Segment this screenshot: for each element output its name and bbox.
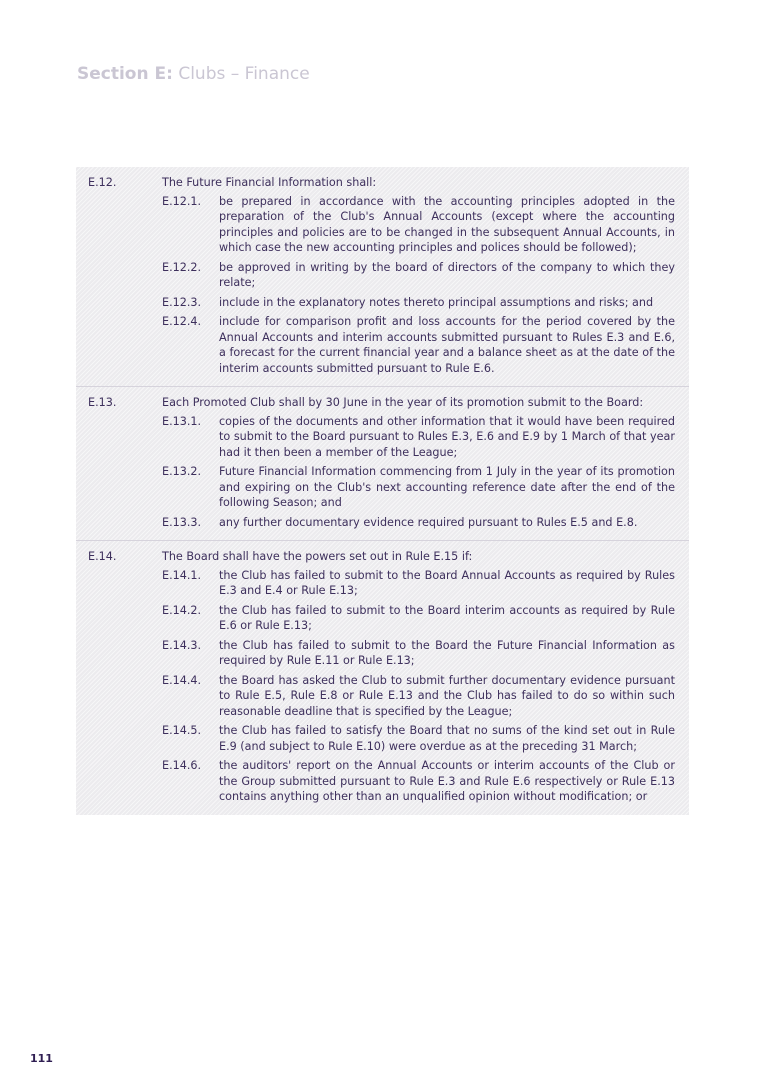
sub-rule-number: E.14.5. (162, 724, 202, 737)
sub-rule-text: be approved in writing by the board of directors of the company to which they relate; (219, 260, 675, 289)
sub-rule (162, 758, 675, 805)
rule-text: The Board shall have the powers set out in Rule E.15 if: (162, 550, 473, 563)
sub-rule (162, 568, 675, 599)
sub-rule-list (162, 568, 675, 805)
sub-rule-text: the auditors' report on the Annual Accounts or interim accounts of the Club or the Group submitted pursuant to Rule E.3 and Rule E.6 respectively or Rule E.13 contains anything other than an unqualified opinion without modification; or (219, 759, 675, 803)
sub-rule-text: include for comparison profit and loss accounts for the period covered by the Annual Accounts and interim accounts submitted pursuant to Rules E.3 and E.6, a forecast for the current financial year and a balance sheet as at the date of the interim accounts submitted pursuant to Rule E.6. (219, 315, 675, 375)
sub-rule-text: Future Financial Information commencing from 1 July in the year of its promotion and expiring on the Club's next accounting reference date after the end of the following Season; and (219, 465, 675, 509)
sub-rule (162, 464, 675, 511)
section-header (77, 64, 310, 84)
sub-rule-text: any further documentary evidence required pursuant to Rules E.5 and E.8. (219, 515, 638, 529)
sub-rule-number: E.12.1. (162, 194, 202, 208)
rule-heading (88, 549, 675, 565)
rule-number: E.12. (88, 176, 117, 189)
rule-block (76, 387, 689, 541)
sub-rule-text: the Club has failed to submit to the Board Annual Accounts as required by Rules E.3 and E.4 or Rule E.13; (219, 568, 675, 597)
sub-rule-text: include in the explanatory notes thereto principal assumptions and risks; and (219, 295, 654, 309)
sub-rule-text: the Club has failed to submit to the Board interim accounts as required by Rule E.6 or Rule E.13; (219, 603, 675, 632)
sub-rule-number: E.14.4. (162, 673, 202, 687)
sub-rule (162, 260, 675, 291)
sub-rule-number: E.12.4. (162, 315, 202, 328)
sub-rule (162, 314, 675, 376)
page-number: 111 (30, 1052, 53, 1065)
sub-rule-text: the Board has asked the Club to submit further documentary evidence pursuant to Rule E.5, Rule E.8 or Rule E.13 and the Club has failed to do so within such reasonable deadline that is specified by the League; (219, 673, 675, 718)
sub-rule-number: E.14.6. (162, 759, 202, 772)
sub-rule-text: be prepared in accordance with the accounting principles adopted in the preparation of the Club's Annual Accounts (except where the accounting principles and policies are to be changed in the subsequent Annual Accounts, in which case the new accounting principles and polices should be followed); (219, 194, 675, 254)
rule-heading (88, 175, 675, 191)
sub-rule (162, 673, 675, 720)
sub-rule (162, 638, 675, 669)
rule-text: The Future Financial Information shall: (162, 176, 377, 189)
rule-block (76, 541, 689, 815)
sub-rule-list (162, 414, 675, 531)
rules-table (76, 167, 689, 815)
sub-rule (162, 295, 675, 311)
sub-rule-text: copies of the documents and other information that it would have been required to submit to the Board pursuant to Rules E.3, E.6 and E.9 by 1 March of that year had it then been a member of the League; (219, 414, 675, 459)
rule-block (76, 167, 689, 387)
sub-rule (162, 515, 675, 531)
section-label: Section E: (77, 64, 173, 84)
sub-rule-text: the Club has failed to satisfy the Board that no sums of the kind set out in Rule E.9 (and subject to Rule E.10) were overdue as at the preceding 31 March; (219, 724, 675, 753)
sub-rule-number: E.13.2. (162, 465, 202, 478)
sub-rule-number: E.13.1. (162, 414, 202, 428)
sub-rule-number: E.12.2. (162, 260, 202, 274)
sub-rule (162, 414, 675, 461)
sub-rule-number: E.13.3. (162, 515, 202, 529)
rule-number: E.13. (88, 396, 117, 409)
rule-number: E.14. (88, 550, 117, 563)
sub-rule-number: E.14.1. (162, 568, 202, 582)
sub-rule (162, 723, 675, 754)
rule-text: Each Promoted Club shall by 30 June in the year of its promotion submit to the Board: (162, 396, 644, 409)
rule-heading (88, 395, 675, 411)
sub-rule (162, 194, 675, 256)
sub-rule-number: E.14.3. (162, 638, 202, 652)
sub-rule-number: E.12.3. (162, 295, 202, 309)
sub-rule (162, 603, 675, 634)
sub-rule-number: E.14.2. (162, 603, 202, 617)
sub-rule-list (162, 194, 675, 377)
section-title: Clubs – Finance (178, 64, 310, 84)
sub-rule-text: the Club has failed to submit to the Board the Future Financial Information as required by Rule E.11 or Rule E.13; (219, 638, 675, 667)
